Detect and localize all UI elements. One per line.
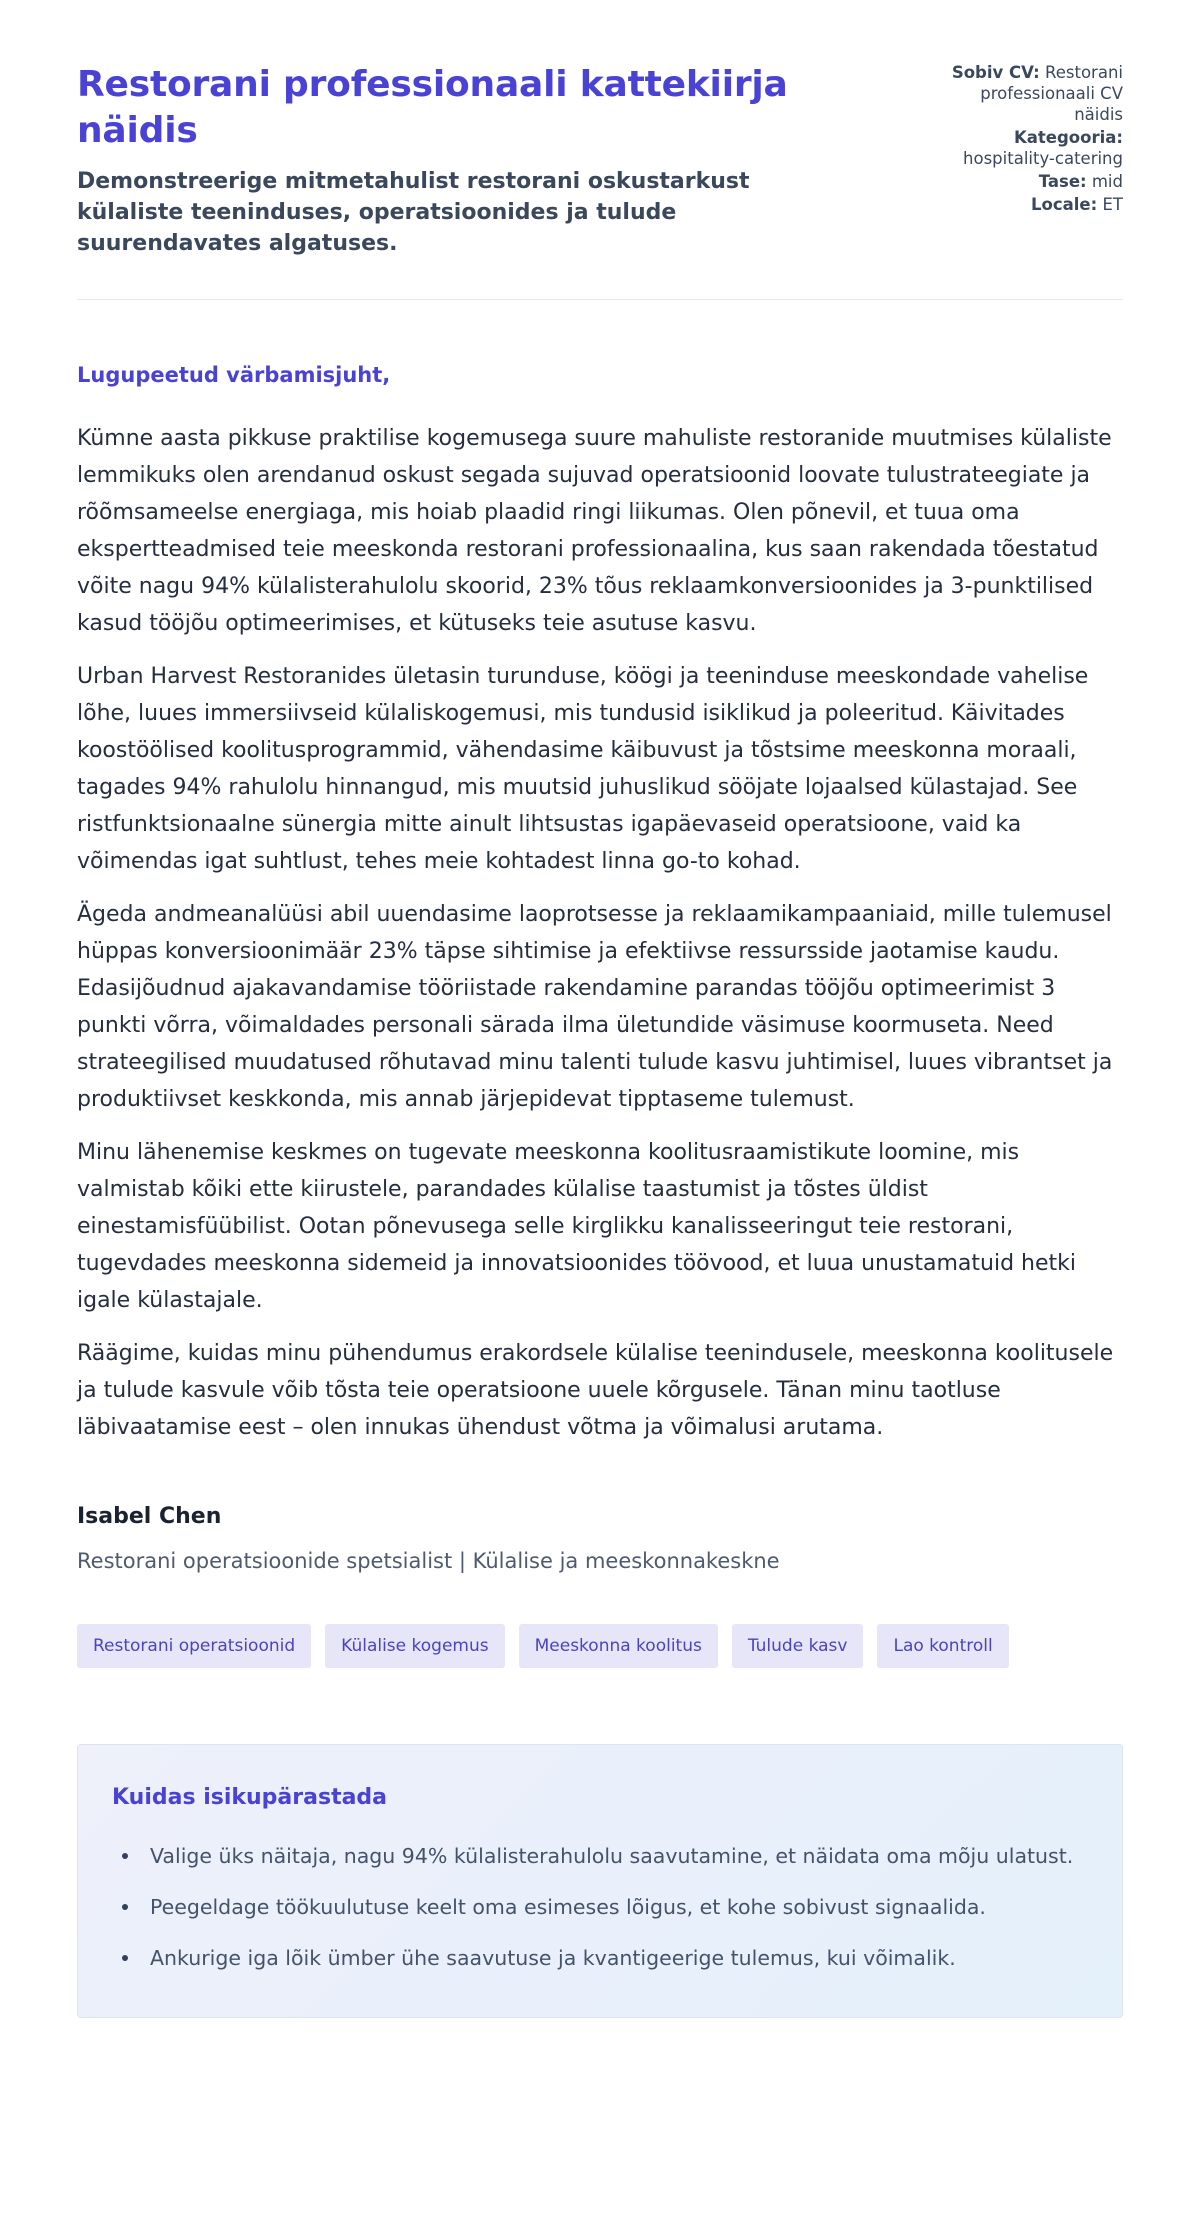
- page-subtitle: Demonstreerige mitmetahulist restorani oskustarkust külaliste teeninduses, operatsioonides ja tulude suurendavates algatuses.: [77, 169, 750, 256]
- bullet-icon: [122, 1853, 128, 1859]
- signature-title: Restorani operatsioonide spetsialist | Külalise ja meeskonnakeskne: [77, 1549, 780, 1573]
- letter-greeting: Lugupeetud värbamisjuht,: [77, 363, 391, 387]
- tip-item: [112, 1890, 1088, 1924]
- meta-item-category: [943, 127, 1123, 169]
- meta-item-level: [943, 171, 1123, 192]
- tag-guest-experience: Külalise kogemus: [325, 1624, 504, 1668]
- meta-label: Locale:: [1031, 195, 1098, 214]
- letter-paragraph: Räägime, kuidas minu pühendumus erakordsele külalise teenindusele, meeskonna koolitusele ja tulude kasvule võib tõsta teie operatsioone uuele kõrgusele. Tänan minu taotluse läbivaatamise eest – olen innukas ühendust võtma ja võimalusi arutama.: [77, 1341, 1114, 1440]
- skill-tags: [77, 1624, 1123, 1668]
- signature-name: Isabel Chen: [77, 1504, 222, 1529]
- meta-value: Restorani professionaali CV näidis: [980, 63, 1123, 124]
- tips-list: [112, 1839, 1088, 1975]
- tip-box-heading: Kuidas isikupärastada: [112, 1785, 388, 1810]
- meta-value: hospitality-catering: [963, 149, 1123, 168]
- page-title: Restorani professionaali kattekiirja näidis: [77, 64, 788, 151]
- tip-item: [112, 1839, 1088, 1873]
- letter-paragraph: Minu lähenemise keskmes on tugevate meeskonna koolitusraamistikute loomine, mis valmistab kõiki ette kiirustele, parandades külalise taastumist ja tõstes üldist einestamisfüübilist. Ootan põnevusega selle kirglikku kanalisseeringut teie restorani, tugevdades meeskonna sidemeid ja innovatsioonides töövood, et luua unustamatuid hetki igale külastajale.: [77, 1140, 1076, 1313]
- header: [77, 62, 1123, 259]
- content-container: [77, 0, 1123, 2018]
- header-left: [77, 62, 903, 259]
- meta-label: Kategooria:: [1013, 128, 1123, 147]
- signature-block: [77, 1502, 1123, 1576]
- tag-restaurant-operations: Restorani operatsioonid: [77, 1624, 311, 1668]
- tag-revenue-growth: Tulude kasv: [732, 1624, 864, 1668]
- meta-value: mid: [1091, 172, 1123, 191]
- cover-letter-body: [77, 360, 1123, 1576]
- letter-paragraph: Urban Harvest Restoranides ületasin turunduse, köögi ja teeninduse meeskondade vahelise lõhe, luues immersiivseid külaliskogemusi, mis tundusid isiklikud ja poleeritud. Käivitades koostöölised koolitusprogrammid, vähendasime käibuvust ja tõstsime meeskonna moraali, tagades 94% rahulolu hinnangud, mis muutsid juhuslikud sööjate lojaalsed külastajad. See ristfunktsionaalne sünergia mitte ainult lihtsustas igapäevaseid operatsioone, vaid ka võimendas igat suhtlust, tehes meie kohtadest linna go-to kohad.: [77, 664, 1089, 874]
- meta-panel: [943, 62, 1123, 217]
- bullet-icon: [122, 1904, 128, 1910]
- meta-label: Sobiv CV:: [951, 63, 1040, 82]
- personalization-tip-box: [77, 1744, 1123, 2018]
- letter-paragraph: Ägeda andmeanalüüsi abil uuendasime laoprotsesse ja reklaamikampaaniaid, mille tulemusel hüppas konversioonimäär 23% täpse sihtimise ja efektiivse ressursside jaotamise kaudu. Edasijõudnud ajakavandamise tööriistade rakendamine parandas tööjõu optimeerimist 3 punkti võrra, võimaldades personali särada ilma ületundide väsimuse koormuseta. Need strateegilised muudatused rõhutavad minu talenti tulude kasvu juhtimisel, luues vibrantset ja produktiivset keskkonda, mis annab järjepidevat tipptaseme tulemust.: [77, 902, 1113, 1112]
- tip-text: Valige üks näitaja, nagu 94% külalisterahulolu saavutamine, et näidata oma mõju ulatust.: [150, 1844, 1074, 1868]
- letter-paragraph: Kümne aasta pikkuse praktilise kogemusega suure mahuliste restoranide muutmises külaliste lemmikuks olen arendanud oskust segada sujuvad operatsioonid loovate tulustrateegiate ja rõõmsameelse energiaga, mis hoiab plaadid ringi liikumas. Olen põnevil, et tuua oma ekspertteadmised teie meeskonda restorani professionaalina, kus saan rakendada tõestatud võite nagu 94% külalisterahulolu skoorid, 23% tõus reklaamkonversioonides ja 3-punktilised kasud tööjõu optimeerimises, et kütuseks teie asutuse kasvu.: [77, 426, 1112, 636]
- meta-label: Tase:: [1038, 172, 1087, 191]
- meta-value: ET: [1102, 195, 1123, 214]
- tag-inventory-control: Lao kontroll: [877, 1624, 1008, 1668]
- tip-text: Peegeldage töökuulutuse keelt oma esimeses lõigus, et kohe sobivust signaalida.: [150, 1895, 986, 1919]
- tip-item: [112, 1941, 1088, 1975]
- tip-text: Ankurige iga lõik ümber ühe saavutuse ja kvantigeerige tulemus, kui võimalik.: [150, 1946, 956, 1970]
- tag-team-training: Meeskonna koolitus: [519, 1624, 718, 1668]
- meta-item-matching-cv: [943, 62, 1123, 125]
- header-divider: [77, 299, 1123, 300]
- bullet-icon: [122, 1955, 128, 1961]
- meta-item-locale: [943, 194, 1123, 215]
